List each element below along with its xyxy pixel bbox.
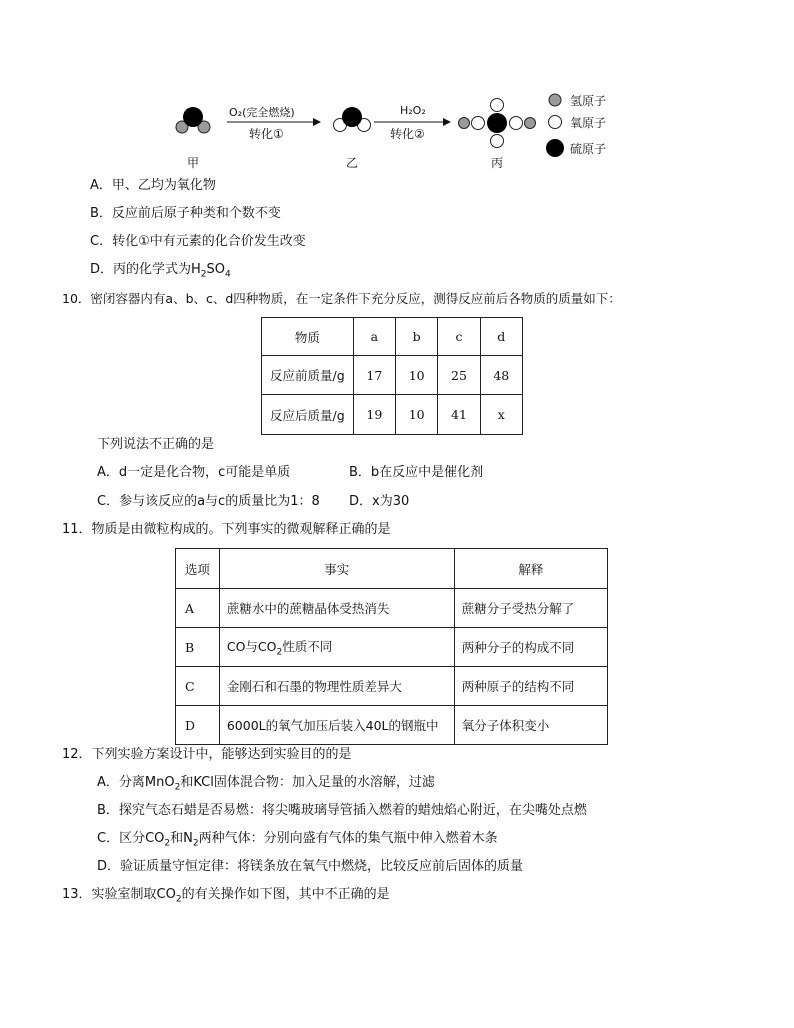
q10-option-d: D．x为30	[349, 494, 410, 509]
q12-stem: 12．下列实验方案设计中，能够达到实验目的的是	[62, 747, 352, 762]
molecule-yi	[334, 107, 371, 132]
q11-explanation-table	[175, 548, 608, 745]
table-cell: 反应前质量/g	[262, 356, 354, 395]
table-cell: 两种分子的构成不同	[454, 628, 607, 667]
table-cell: 25	[438, 356, 480, 395]
legend-hydrogen-label: 氢原子	[570, 94, 607, 108]
legend-oxygen-label: 氧原子	[570, 116, 607, 130]
table-cell: B	[176, 628, 220, 667]
q10-mass-table	[261, 317, 523, 435]
table-cell: 19	[353, 395, 395, 435]
table-cell: C	[176, 667, 220, 706]
q12-option-b: B．探究气态石蜡是否易燃：将尖嘴玻璃导管插入燃着的蜡烛焰心附近，在尖嘴处点燃	[97, 803, 587, 818]
sulfur-atom	[487, 113, 507, 133]
table-cell: c	[438, 318, 480, 356]
table-cell: 10	[396, 356, 438, 395]
q12-option-d: D．验证质量守恒定律：将镁条放在氧气中燃烧，比较反应前后固体的质量	[97, 859, 524, 874]
table-cell: b	[396, 318, 438, 356]
q9-option-a: A．甲、乙均为氧化物	[90, 178, 216, 193]
q10-stem: 10．密闭容器内有a、b、c、d四种物质，在一定条件下充分反应，测得反应前后各物质的质量如下：	[62, 291, 621, 306]
q10-option-b: B．b在反应中是催化剂	[349, 465, 484, 480]
arrow1-label: 转化①	[249, 127, 284, 141]
table-cell: 选项	[176, 549, 220, 589]
oxygen-atom	[491, 135, 504, 148]
table-cell: 解释	[454, 549, 607, 589]
molecule-jia	[176, 107, 210, 133]
table-cell: 蔗糖水中的蔗糖晶体受热消失	[219, 589, 454, 628]
sulfur-atom	[183, 107, 203, 127]
table-cell: 事实	[219, 549, 454, 589]
q10-option-c: C．参与该反应的a与c的质量比为1：8	[97, 494, 320, 509]
table-cell: a	[353, 318, 395, 356]
q12-option-a: A．分离MnO$_2$和KCl固体混合物：加入足量的水溶解，过滤	[97, 775, 435, 793]
arrow2-label: 转化②	[390, 127, 425, 141]
table-cell: 反应后质量/g	[262, 395, 354, 435]
table-cell: 蔗糖分子受热分解了	[454, 589, 607, 628]
oxygen-atom	[491, 99, 504, 112]
table-cell: d	[480, 318, 522, 356]
legend-sulfur-swatch	[546, 139, 564, 157]
hydrogen-atom	[459, 118, 470, 129]
arrow1-condition: O₂(完全燃烧)	[229, 106, 295, 119]
q9-option-c: C．转化①中有元素的化合价发生改变	[90, 234, 306, 249]
table-header-row	[176, 549, 608, 589]
q11-stem: 11．物质是由微粒构成的。下列事实的微观解释正确的是	[62, 522, 391, 537]
table-row	[176, 706, 608, 745]
label-bing: 丙	[491, 156, 504, 170]
q12-option-c: C．区分$CO_2$和$N_2$两种气体：分别向盛有气体的集气瓶中伸入燃着木条	[97, 831, 498, 849]
table-header-row	[262, 318, 523, 356]
table-cell: 氧分子体积变小	[454, 706, 607, 745]
arrow2-condition: H₂O₂	[400, 104, 426, 117]
q10-option-a: A．d一定是化合物，c可能是单质	[97, 465, 291, 480]
label-yi: 乙	[346, 156, 359, 170]
legend-sulfur-label: 硫原子	[570, 142, 607, 156]
table-row	[176, 667, 608, 706]
table-cell: 41	[438, 395, 480, 435]
oxygen-atom	[472, 117, 485, 130]
q13-stem: 13．实验室制取$CO_2$的有关操作如下图，其中不正确的是	[62, 887, 390, 905]
table-cell: 48	[480, 356, 522, 395]
oxygen-atom	[510, 117, 523, 130]
sulfur-atom	[342, 107, 362, 127]
legend-hydrogen-swatch	[549, 94, 561, 106]
table-row	[262, 395, 523, 435]
table-row	[262, 356, 523, 395]
table-cell: 10	[396, 395, 438, 435]
table-cell: 17	[353, 356, 395, 395]
table-cell: x	[480, 395, 522, 435]
table-cell: A	[176, 589, 220, 628]
table-cell: 金刚石和石墨的物理性质差异大	[219, 667, 454, 706]
table-cell: 两种原子的结构不同	[454, 667, 607, 706]
q9-option-b: B．反应前后原子种类和个数不变	[90, 206, 281, 221]
q9-option-d: D．丙的化学式为$H_2SO_4$	[90, 262, 231, 280]
q10-prompt: 下列说法不正确的是	[97, 437, 215, 452]
table-row	[176, 589, 608, 628]
table-cell: 6000L的氧气加压后装入40L的钢瓶中	[219, 706, 454, 745]
hydrogen-atom	[525, 118, 536, 129]
table-cell: 物质	[262, 318, 354, 356]
table-cell: CO与$CO_2$性质不同	[219, 628, 454, 667]
legend-oxygen-swatch	[549, 116, 562, 129]
label-jia: 甲	[187, 156, 200, 170]
table-cell: D	[176, 706, 220, 745]
table-row	[176, 628, 608, 667]
molecule-bing	[459, 99, 536, 148]
